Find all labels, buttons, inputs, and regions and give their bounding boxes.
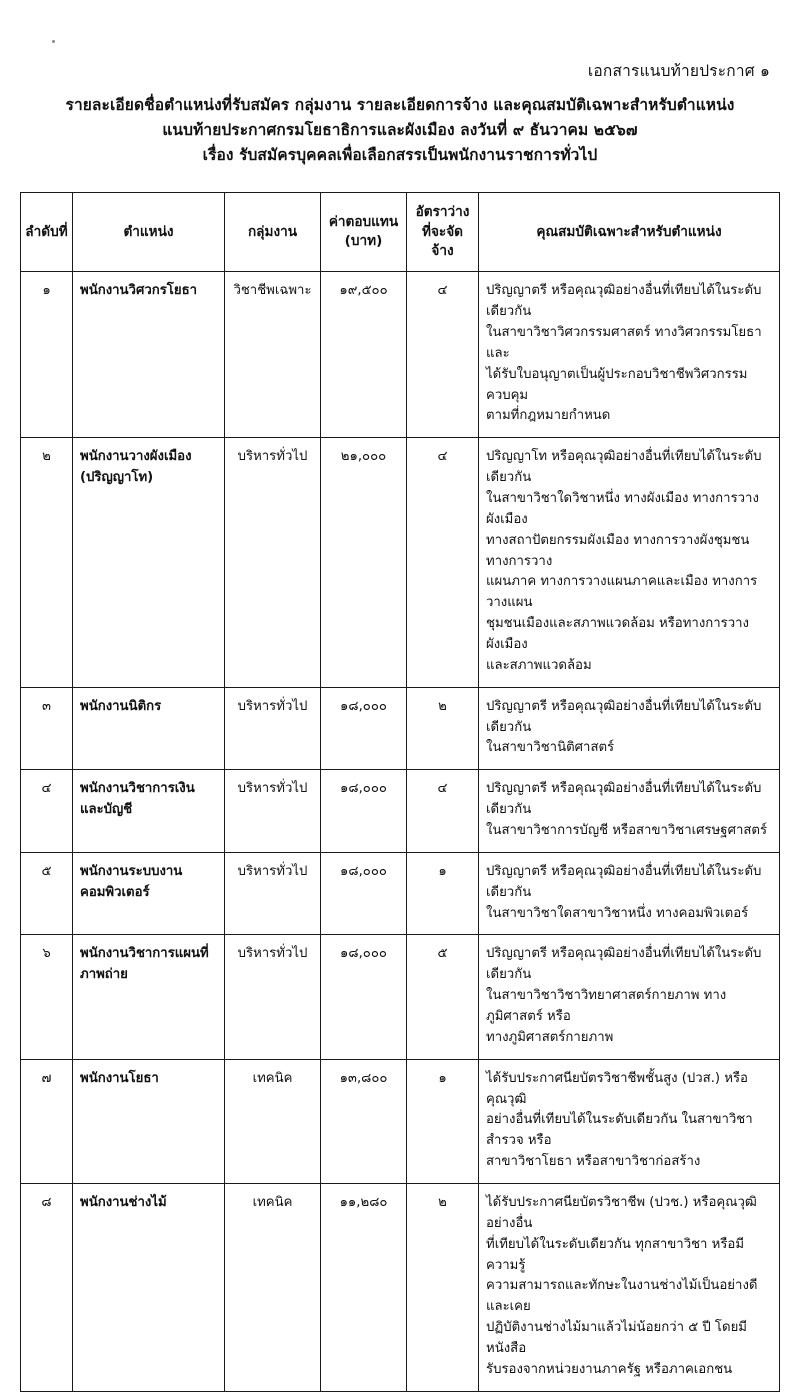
row-4-pay: ๑๘,๐๐๐ [321,770,407,853]
row-4-qual-line-1: ปริญญาตรี หรือคุณวุฒิอย่างอื่นที่เทียบได้ในระดับเดียวกัน [486,781,762,818]
row-6-no: ๖ [21,935,73,1059]
row-3-position [73,687,225,770]
column-header-vacancy-line-1: อัตราว่าง [415,204,470,221]
row-7-group: เทคนิค [225,1059,321,1183]
row-4-position [73,770,225,853]
row-2-position-line-2: (ปริญญาโท) [80,470,154,486]
row-5-qual-line-2: ในสาขาวิชาใดสาขาวิชาหนึ่ง ทางคอมพิวเตอร์ [486,905,749,921]
row-5-pay: ๑๘,๐๐๐ [321,852,407,935]
row-2-qual-line-2: ในสาขาวิชาใดวิชาหนึ่ง ทางผังเมือง ทางการวางผังเมือง [486,490,759,527]
row-2-qual-line-1: ปริญญาโท หรือคุณวุฒิอย่างอื่นที่เทียบได้ในระดับเดียวกัน [486,449,762,486]
row-8-qual-line-2: ที่เทียบได้ในระดับเดียวกัน ทุกสาขาวิชา หรือมีความรู้ [486,1236,745,1273]
table-row [21,935,780,1059]
row-4-group: บริหารทั่วไป [225,770,321,853]
column-header-pay-line-1: ค่าตอบแทน [328,213,399,230]
row-3-qualification [479,687,780,770]
row-7-qual-line-2: อย่างอื่นที่เทียบได้ในระดับเดียวกัน ในสาขาวิชาสำรวจ หรือ [486,1112,753,1149]
row-2-qual-line-5: ชุมชนเมืองและสภาพแวดล้อม หรือทางการวางผังเมือง [486,616,749,652]
row-6-qualification [479,935,780,1059]
row-6-position-line-1: พนักงานวิชาการแผนที่ [80,946,209,962]
row-1-vacancy: ๔ [407,272,479,438]
row-4-vacancy: ๔ [407,770,479,853]
row-3-no: ๓ [21,687,73,770]
row-6-qual-line-3: ทางภูมิศาสตร์กายภาพ [486,1029,614,1045]
column-header-pay-line-2: (บาท) [344,233,383,250]
row-8-qual-line-1: ได้รับประกาศนียบัตรวิชาชีพ (ปวช.) หรือคุณวุฒิอย่างอื่น [486,1195,757,1231]
row-7-qual-line-3: สาขาวิชาโยธา หรือสาขาวิชาก่อสร้าง [486,1154,701,1170]
row-2-qual-line-3: ทางสถาปัตยกรรมผังเมือง ทางการวางผังชุมชน ทางการวาง [486,532,750,569]
row-7-position-line-1: พนักงานโยธา [80,1070,159,1086]
row-1-position [73,272,225,438]
row-8-qual-line-5: รับรองจากหน่วยงานภาครัฐ หรือภาคเอกชน [486,1361,733,1377]
column-header-group [225,193,321,272]
table-row [21,687,780,770]
row-8-qual-line-4: ปฏิบัติงานช่างไม้มาแล้วไม่น้อยกว่า ๕ ปี โดยมีหนังสือ [486,1320,748,1357]
row-8-group: เทคนิค [225,1184,321,1392]
row-1-qual-line-4: ตามที่กฎหมายกำหนด [486,408,611,424]
column-header-pay [321,193,407,272]
row-2-qual-line-6: และสภาพแวดล้อม [486,657,592,673]
row-6-qual-line-1: ปริญญาตรี หรือคุณวุฒิอย่างอื่นที่เทียบได้ในระดับเดียวกัน [486,946,762,983]
column-header-group-line-1: กลุ่มงาน [247,223,298,240]
column-header-position [73,193,225,272]
row-3-group: บริหารทั่วไป [225,687,321,770]
row-8-no: ๘ [21,1184,73,1392]
row-7-pay: ๑๓,๘๐๐ [321,1059,407,1183]
column-header-vacancy-line-2: ที่จะจัดจ้าง [421,223,464,259]
row-4-qualification [479,770,780,853]
row-2-pay: ๒๑,๐๐๐ [321,438,407,687]
row-8-position-line-1: พนักงานช่างไม้ [80,1195,167,1211]
row-1-no: ๑ [21,272,73,438]
row-4-position-line-1: พนักงานวิชาการเงินและบัญชี [80,781,195,818]
row-6-vacancy: ๕ [407,935,479,1059]
row-6-position-line-2: ภาพถ่าย [80,967,128,983]
table-row [21,438,780,687]
row-1-qual-line-3: ได้รับใบอนุญาตเป็นผู้ประกอบวิชาชีพวิศวกรรมควบคุม [486,366,748,403]
row-5-position-line-2: คอมพิวเตอร์ [80,884,150,900]
row-5-position-line-1: พนักงานระบบงาน [80,863,183,879]
row-7-no: ๗ [21,1059,73,1183]
row-2-no: ๒ [21,438,73,687]
row-1-pay: ๑๙,๕๐๐ [321,272,407,438]
row-8-position [73,1184,225,1392]
row-7-position [73,1059,225,1183]
row-7-qual-line-1: ได้รับประกาศนียบัตรวิชาชีพชั้นสูง (ปวส.) หรือคุณวุฒิ [486,1070,748,1107]
row-5-vacancy: ๑ [407,852,479,935]
row-7-vacancy: ๑ [407,1059,479,1183]
row-3-qual-line-1: ปริญญาตรี หรือคุณวุฒิอย่างอื่นที่เทียบได้ในระดับเดียวกัน [486,698,762,735]
row-7-qualification [479,1059,780,1183]
row-2-qualification [479,438,780,687]
row-2-qual-line-4: แผนภาค ทางการวางแผนภาคและเมือง ทางการวางแผน [486,574,758,611]
scan-speck [52,40,55,43]
row-2-group: บริหารทั่วไป [225,438,321,687]
row-2-vacancy: ๔ [407,438,479,687]
row-5-qual-line-1: ปริญญาตรี หรือคุณวุฒิอย่างอื่นที่เทียบได้ในระดับเดียวกัน [486,863,762,900]
row-1-qual-line-1: ปริญญาตรี หรือคุณวุฒิอย่างอื่นที่เทียบได้ในระดับเดียวกัน [486,283,762,320]
table-row [21,852,780,935]
table-row [21,1059,780,1183]
column-header-no-line-1: ลำดับที่ [25,223,68,240]
row-5-group: บริหารทั่วไป [225,852,321,935]
title-line-2: แนบท้ายประกาศกรมโยธาธิการและผังเมือง ลงวันที่ ๙ ธันวาคม ๒๕๖๗ [162,121,638,140]
row-4-no: ๔ [21,770,73,853]
row-6-group: บริหารทั่วไป [225,935,321,1059]
row-3-position-line-1: พนักงานนิติกร [80,698,162,714]
table-row [21,1184,780,1392]
row-2-position-line-1: พนักงานวางผังเมือง [80,449,192,465]
row-6-qual-line-2: ในสาขาวิชาวิชาวิทยาศาสตร์กายภาพ ทางภูมิศาสตร์ หรือ [486,988,727,1024]
row-3-pay: ๑๘,๐๐๐ [321,687,407,770]
row-8-qualification [479,1184,780,1392]
row-1-group: วิชาชีพเฉพาะ [225,272,321,438]
row-1-qual-line-2: ในสาขาวิชาวิศวกรรมศาสตร์ ทางวิศวกรรมโยธา และ [486,324,762,361]
row-8-vacancy: ๒ [407,1184,479,1392]
title-line-3: เรื่อง รับสมัครบุคคลเพื่อเลือกสรรเป็นพนักงานราชการทั่วไป [202,146,598,165]
table-body [21,272,780,1392]
row-8-qual-line-3: ความสามารถและทักษะในงานช่างไม้เป็นอย่างดี และเคย [486,1278,758,1315]
row-8-pay: ๑๑,๒๘๐ [321,1184,407,1392]
row-3-qual-line-2: ในสาขาวิชานิติศาสตร์ [486,740,615,756]
row-6-position [73,935,225,1059]
row-5-qualification [479,852,780,935]
column-header-qualification-line-1: คุณสมบัติเฉพาะสำหรับตำแหน่ง [536,223,722,240]
column-header-qualification [479,193,780,272]
title-line-1: รายละเอียดชื่อตำแหน่งที่รับสมัคร กลุ่มงาน รายละเอียดการจ้าง และคุณสมบัติเฉพาะสำหรับตำแหน่ง [65,96,735,114]
column-header-position-line-1: ตำแหน่ง [123,223,174,240]
document-title-block [0,93,800,168]
row-1-position-line-1: พนักงานวิศวกรโยธา [80,283,198,299]
document-reference: เอกสารแนบท้ายประกาศ ๑ [587,62,770,80]
row-4-qual-line-2: ในสาขาวิชาการบัญชี หรือสาขาวิชาเศรษฐศาสตร์ [486,822,768,838]
table-row [21,272,780,438]
row-1-qualification [479,272,780,438]
column-header-no [21,193,73,272]
table-header [21,193,780,272]
row-6-pay: ๑๘,๐๐๐ [321,935,407,1059]
row-3-vacancy: ๒ [407,687,479,770]
table-row [21,770,780,853]
row-5-position [73,852,225,935]
position-details-table [20,192,780,1391]
column-header-vacancy [407,193,479,272]
row-5-no: ๕ [21,852,73,935]
table-header-row [21,193,780,272]
row-2-position [73,438,225,687]
